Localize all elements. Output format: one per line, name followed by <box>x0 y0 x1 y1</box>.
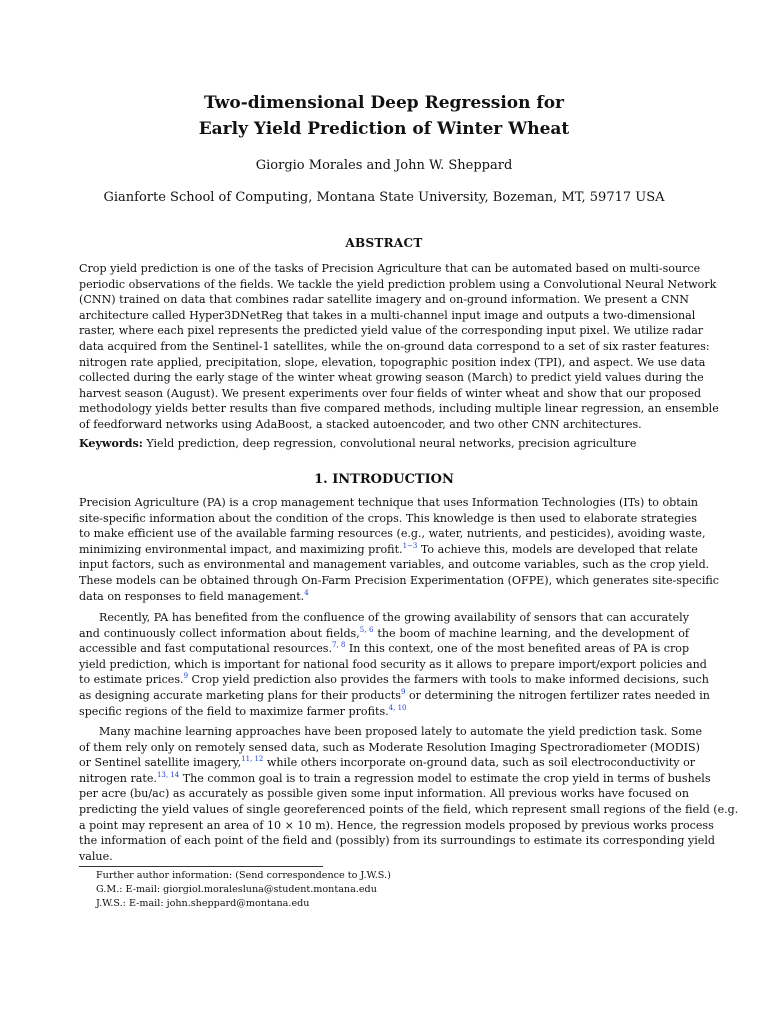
footnote-divider <box>79 866 323 867</box>
abstract-line: of feedforward networks using AdaBoost, a stacked autoencoder, and two other CNN architectures. <box>79 417 642 431</box>
title-line-1: Two-dimensional Deep Regression for <box>203 93 565 113</box>
citation-link[interactable]: 5, 6 <box>359 625 374 634</box>
affiliation: Gianforte School of Computing, Montana State University, Bozeman, MT, 59717 USA <box>103 190 665 205</box>
intro-paragraph-2 <box>79 610 710 719</box>
line-text: minimizing environmental impact, and maximizing profit. <box>79 542 403 556</box>
paragraph-line <box>79 641 689 657</box>
line-text: as designing accurate marketing plans for their products <box>79 688 401 702</box>
paragraph-line: site-specific information about the condition of the crops. This knowledge is then used to elaborate strategies <box>79 511 697 525</box>
paragraph-line <box>79 541 698 558</box>
paragraph-line <box>79 687 710 704</box>
intro-paragraph-3 <box>79 724 739 864</box>
abstract-heading: ABSTRACT <box>345 236 423 250</box>
abstract-line: harvest season (August). We present experiments over four fields of winter wheat and show that our proposed <box>79 386 702 400</box>
paragraph-line: per acre (bu/ac) as accurately as possible given some input information. All previous works have focused on <box>79 787 689 801</box>
abstract-line: data acquired from the Sentinel-1 satellites, while the on-ground data correspond to a set of six raster features: <box>79 339 710 353</box>
paragraph-line: a point may represent an area of 10 × 10 m). Hence, the regression models proposed by previous works process <box>79 818 714 832</box>
line-text: the boom of machine learning, and the development of <box>373 626 689 640</box>
line-text: or Sentinel satellite imagery, <box>79 756 242 770</box>
paragraph-line <box>79 770 711 787</box>
intro-paragraph-1 <box>79 495 719 604</box>
keywords-text: Yield prediction, deep regression, convolutional neural networks, precision agriculture <box>146 437 637 450</box>
paragraph-line <box>79 672 709 688</box>
line-text: accessible and fast computational resources. <box>79 642 333 656</box>
citation-link[interactable]: 9 <box>400 687 406 696</box>
abstract-line: periodic observations of the fields. We tackle the yield prediction problem using a Convolutional Neural Network <box>79 277 717 291</box>
paper-title <box>0 90 768 142</box>
citation-link[interactable]: 9 <box>183 672 189 681</box>
paragraph-line: These models can be obtained through On-Farm Precision Experimentation (OFPE), which generates site-specific <box>79 573 719 587</box>
paragraph-line: of them rely only on remotely sensed data, such as Moderate Resolution Imaging Spectroradiometer (MODIS) <box>79 740 700 754</box>
paragraph-line <box>79 704 689 720</box>
keywords <box>79 436 689 452</box>
abstract-line: collected during the early stage of the winter wheat growing season (March) to predict yield values during the <box>79 371 704 385</box>
abstract-line: Crop yield prediction is one of the tasks of Precision Agriculture that can be automated based on multi-source <box>79 262 701 275</box>
paragraph-line: input factors, such as environmental and management variables, and outcome variables, such as the crop yield. <box>79 558 710 572</box>
abstract-line: raster, where each pixel represents the predicted yield value of the corresponding input pixel. We utilize radar <box>79 324 704 338</box>
paragraph-line: Recently, PA has benefited from the confluence of the growing availability of sensors that can accurately <box>99 611 689 624</box>
footnote-email-jws: J.W.S.: E-mail: john.sheppard@montana.edu <box>96 898 310 910</box>
line-text: nitrogen rate. <box>79 771 157 785</box>
line-text: and continuously collect information about fields, <box>79 626 360 640</box>
abstract-line: architecture called Hyper3DNetReg that takes in a multi-channel input image and outputs a two-dimensional <box>79 308 696 322</box>
paragraph-line: to make efficient use of the available farming resources (e.g., water, nutrients, and pesticides), avoiding waste, <box>79 527 706 541</box>
abstract-line: (CNN) trained on data that combines radar satellite imagery and on-ground information. We present a CNN <box>79 293 689 307</box>
line-text: To achieve this, models are developed that relate <box>417 542 698 556</box>
line-text: while others incorporate on-ground data, such as soil electroconductivity or <box>263 756 696 770</box>
paragraph-line <box>79 589 689 605</box>
citation-link[interactable]: 4, 10 <box>388 703 407 712</box>
footnote-correspondence: Further author information: (Send correspondence to J.W.S.) <box>96 870 391 881</box>
title-line-2: Early Yield Prediction of Winter Wheat <box>198 119 570 139</box>
line-text: or determining the nitrogen fertilizer rates needed in <box>405 688 710 702</box>
citation-link[interactable]: 11, 12 <box>241 755 264 764</box>
line-text: specific regions of the field to maximize farmer profits. <box>79 704 389 718</box>
citation-link[interactable]: 1−3 <box>402 541 418 550</box>
paragraph-line: Precision Agriculture (PA) is a crop management technique that uses Information Technologies (ITs) to obtain <box>79 496 699 509</box>
paragraph-line: value. <box>79 849 113 863</box>
footnotes <box>96 869 596 912</box>
abstract-line: methodology yields better results than five compared methods, including multiple linear regression, an ensemble <box>79 402 719 416</box>
citation-link[interactable]: 4 <box>304 588 309 597</box>
citation-link[interactable]: 7, 8 <box>332 641 346 650</box>
line-text: In this context, one of the most benefited areas of PA is crop <box>345 642 690 656</box>
keywords-label: Keywords: <box>79 437 143 450</box>
footnote-email-gm: G.M.: E-mail: giorgiol.moralesluna@student.montana.edu <box>96 884 377 896</box>
line-text: The common goal is to train a regression model to estimate the crop yield in terms of bushels <box>179 771 711 785</box>
abstract-body <box>79 261 719 433</box>
line-text: to estimate prices. <box>79 673 184 687</box>
paragraph-line: yield prediction, which is important for national food security as it allows to prepare import/export policies and <box>79 657 707 671</box>
introduction-heading: 1. INTRODUCTION <box>314 472 454 487</box>
line-text: data on responses to field management. <box>79 589 305 603</box>
paragraph-line: predicting the yield values of single georeferenced points of the field, which represent small regions of the field (e.g. <box>79 802 739 816</box>
paragraph-line <box>79 626 689 642</box>
abstract-line: nitrogen rate applied, precipitation, slope, elevation, topographic position index (TPI), and aspect. We use data <box>79 355 706 369</box>
paragraph-line <box>79 755 696 771</box>
paragraph-line: Many machine learning approaches have been proposed lately to automate the yield prediction task. Some <box>99 725 703 738</box>
paragraph-line: the information of each point of the field and (possibly) from its surroundings to estimate its corresponding yield <box>79 834 716 848</box>
citation-link[interactable]: 13, 14 <box>156 770 180 779</box>
authors: Giorgio Morales and John W. Sheppard <box>255 158 513 173</box>
line-text: Crop yield prediction also provides the farmers with tools to make informed decisions, such <box>188 673 709 687</box>
